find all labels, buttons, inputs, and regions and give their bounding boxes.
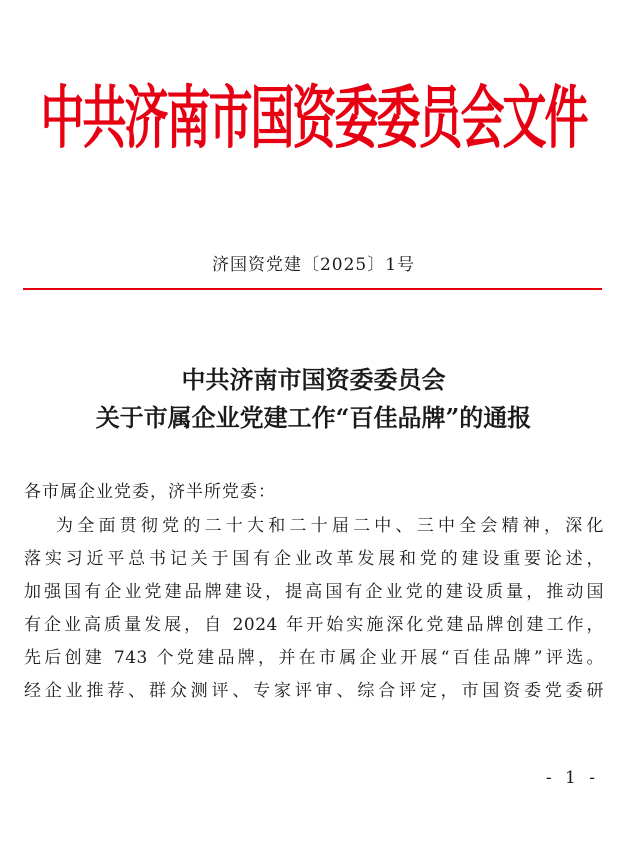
body-line-1: 为全面贯彻党的二十大和二十届二中、三中全会精神，深化 xyxy=(56,516,604,536)
document-number: 济国资党建〔2025〕1号 xyxy=(211,255,416,275)
body-line-4: 有企业高质量发展，自 2024 年开始实施深化党建品牌创建工作， xyxy=(24,615,604,635)
body-line-6: 经企业推荐、群众测评、专家评审、综合评定，市国资委党委研 xyxy=(24,681,604,701)
document-title-line-1: 中共济南市国资委委员会 xyxy=(181,365,446,394)
red-divider-line xyxy=(23,288,602,290)
document-title-line-2: 关于市属企业党建工作“百佳品牌”的通报 xyxy=(95,403,532,432)
masthead-title: 中共济南市国资委委员会文件 xyxy=(40,79,587,159)
salutation: 各市属企业党委，济半所党委： xyxy=(24,482,276,502)
body-line-2: 落实习近平总书记关于国有企业改革发展和党的建设重要论述， xyxy=(24,549,604,569)
body-line-5: 先后创建 743 个党建品牌，并在市属企业开展“百佳品牌”评选。 xyxy=(24,648,604,668)
body-line-3: 加强国有企业党建品牌建设，提高国有企业党的建设质量，推动国 xyxy=(24,582,604,602)
page-number: - 1 - xyxy=(545,768,599,788)
